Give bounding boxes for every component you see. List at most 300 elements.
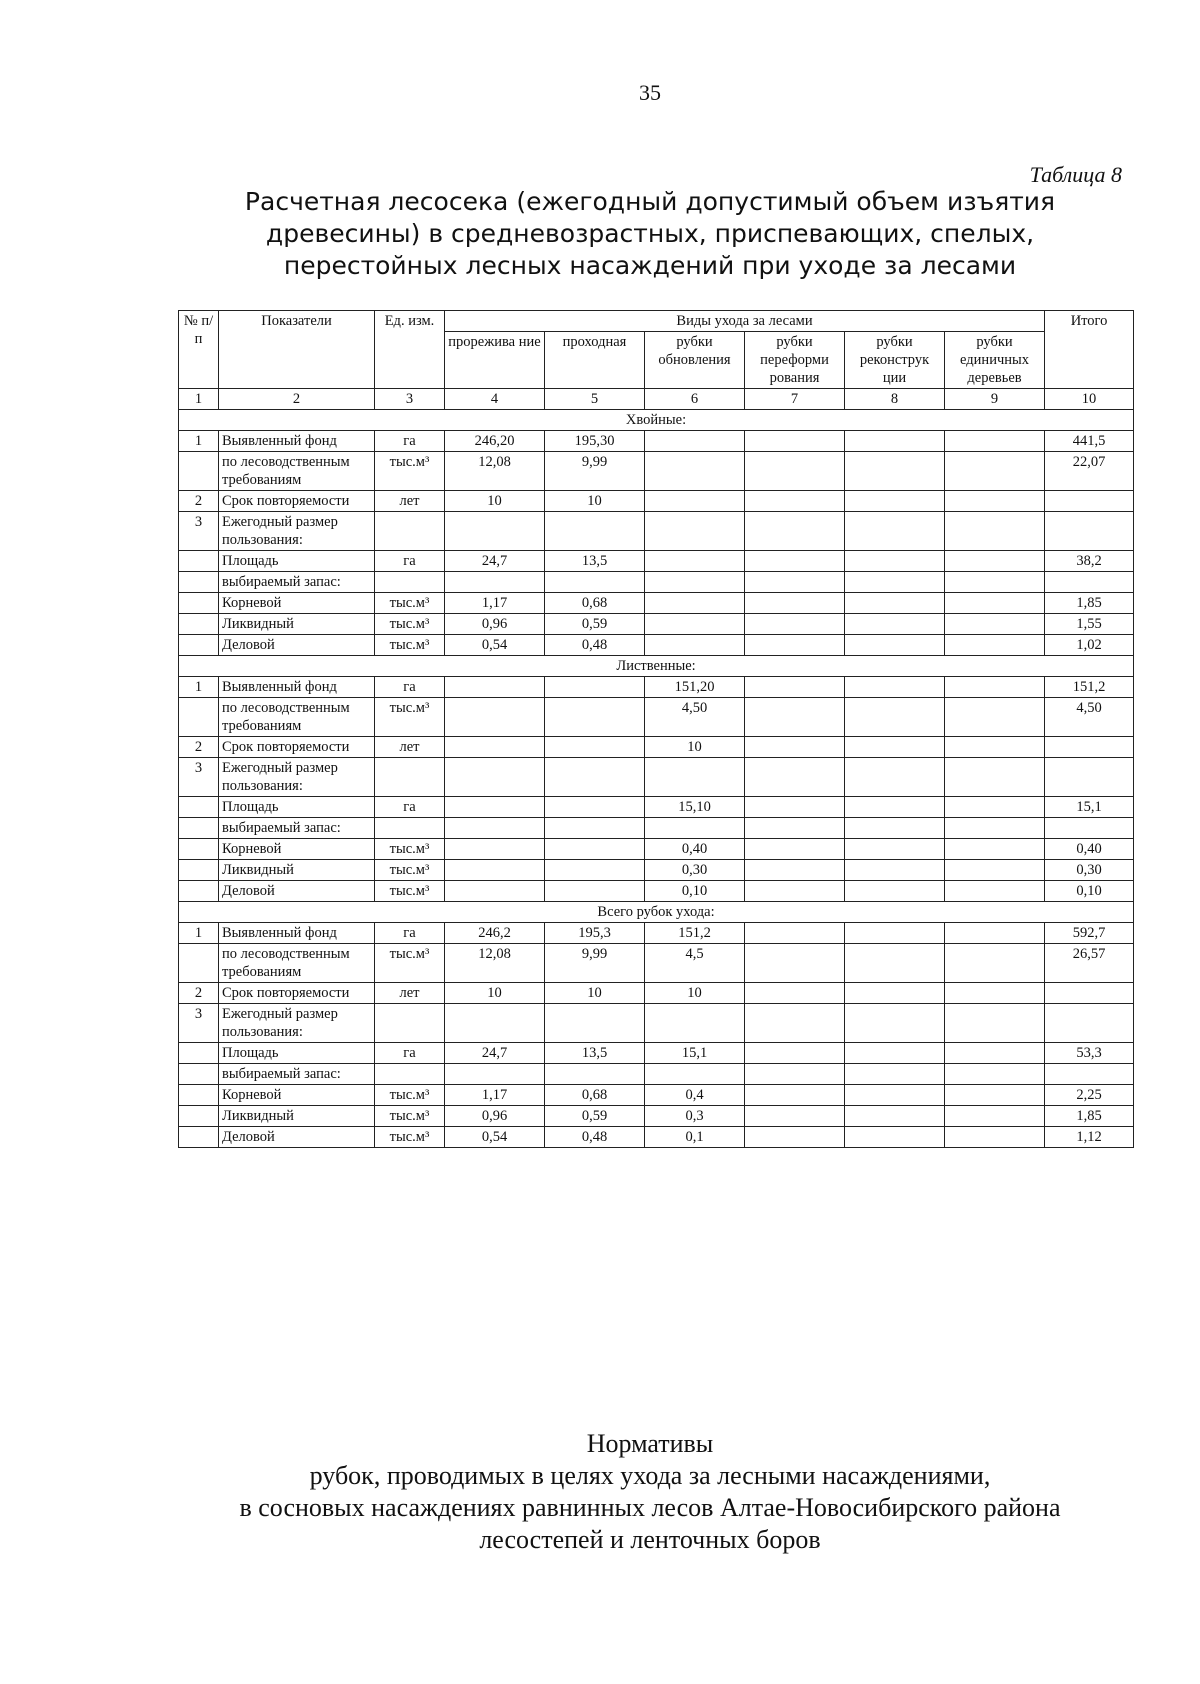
value-cell: 0,4	[645, 1085, 745, 1106]
value-cell: 24,7	[445, 551, 545, 572]
main-title-line: древесины) в средневозрастных, приспевающих, спелых,	[265, 219, 1035, 248]
value-cell	[545, 860, 645, 881]
row-label: Корневой	[219, 593, 375, 614]
total-cell: 0,40	[1045, 839, 1134, 860]
total-cell: 26,57	[1045, 944, 1134, 983]
row-unit: тыс.м³	[375, 614, 445, 635]
total-cell	[1045, 737, 1134, 758]
value-cell: 195,3	[545, 923, 645, 944]
total-cell: 0,10	[1045, 881, 1134, 902]
value-cell	[745, 758, 845, 797]
row-number	[179, 839, 219, 860]
column-number: 2	[219, 389, 375, 410]
value-cell	[645, 512, 745, 551]
value-cell	[945, 839, 1045, 860]
row-unit: тыс.м³	[375, 881, 445, 902]
column-number: 6	[645, 389, 745, 410]
value-cell	[445, 860, 545, 881]
value-cell: 0,10	[645, 881, 745, 902]
value-cell	[945, 881, 1045, 902]
row-number	[179, 881, 219, 902]
row-label: Корневой	[219, 1085, 375, 1106]
value-cell	[545, 677, 645, 698]
total-cell	[1045, 512, 1134, 551]
value-cell	[545, 698, 645, 737]
table-row	[179, 839, 1134, 860]
value-cell	[745, 491, 845, 512]
table-row	[179, 818, 1134, 839]
table-row	[179, 983, 1134, 1004]
value-cell	[745, 983, 845, 1004]
value-cell	[445, 677, 545, 698]
value-cell: 151,20	[645, 677, 745, 698]
value-cell	[845, 839, 945, 860]
row-number: 3	[179, 758, 219, 797]
row-number: 2	[179, 983, 219, 1004]
value-cell	[945, 635, 1045, 656]
value-cell	[745, 614, 845, 635]
table-row	[179, 1127, 1134, 1148]
table-row	[179, 512, 1134, 551]
total-cell: 22,07	[1045, 452, 1134, 491]
row-unit: тыс.м³	[375, 635, 445, 656]
row-unit: га	[375, 1043, 445, 1064]
row-unit	[375, 1064, 445, 1085]
second-title-line: Нормативы	[586, 1429, 714, 1458]
value-cell	[645, 635, 745, 656]
row-number: 2	[179, 737, 219, 758]
row-unit: га	[375, 431, 445, 452]
value-cell	[845, 614, 945, 635]
row-label: Деловой	[219, 881, 375, 902]
table-row	[179, 431, 1134, 452]
value-cell: 0,96	[445, 614, 545, 635]
value-cell	[645, 614, 745, 635]
value-cell: 1,17	[445, 593, 545, 614]
value-cell: 15,1	[645, 1043, 745, 1064]
row-label: выбираемый запас:	[219, 1064, 375, 1085]
value-cell	[445, 737, 545, 758]
total-cell: 15,1	[1045, 797, 1134, 818]
value-cell	[845, 698, 945, 737]
value-cell: 10	[445, 983, 545, 1004]
value-cell	[445, 839, 545, 860]
row-label: выбираемый запас:	[219, 818, 375, 839]
value-cell	[545, 1004, 645, 1043]
row-unit: тыс.м³	[375, 452, 445, 491]
main-title-line: Расчетная лесосека (ежегодный допустимый объем изъятия	[244, 187, 1056, 216]
table-row	[179, 572, 1134, 593]
value-cell	[745, 551, 845, 572]
value-cell	[845, 1106, 945, 1127]
value-cell	[545, 758, 645, 797]
value-cell: 0,54	[445, 635, 545, 656]
value-cell	[945, 1085, 1045, 1106]
total-cell: 1,55	[1045, 614, 1134, 635]
header-type: рубки обновления	[645, 332, 745, 389]
value-cell	[545, 737, 645, 758]
value-cell	[445, 758, 545, 797]
main-title-line: перестойных лесных насаждений при уходе за лесами	[283, 251, 1017, 280]
value-cell	[945, 1106, 1045, 1127]
value-cell	[645, 431, 745, 452]
header-num: № п/п	[179, 311, 219, 389]
row-unit: лет	[375, 737, 445, 758]
row-number	[179, 1127, 219, 1148]
value-cell: 0,59	[545, 614, 645, 635]
column-number: 8	[845, 389, 945, 410]
value-cell	[845, 983, 945, 1004]
table-row	[179, 698, 1134, 737]
total-cell	[1045, 818, 1134, 839]
value-cell	[745, 452, 845, 491]
row-number	[179, 698, 219, 737]
value-cell: 1,17	[445, 1085, 545, 1106]
total-cell	[1045, 758, 1134, 797]
table-row	[179, 1106, 1134, 1127]
total-cell: 592,7	[1045, 923, 1134, 944]
row-unit: тыс.м³	[375, 944, 445, 983]
value-cell	[445, 512, 545, 551]
row-label: Выявленный фонд	[219, 431, 375, 452]
value-cell	[445, 797, 545, 818]
row-label: по лесоводственным требованиям	[219, 944, 375, 983]
value-cell	[945, 923, 1045, 944]
value-cell	[745, 1085, 845, 1106]
second-title-line: лесостепей и ленточных боров	[479, 1525, 821, 1554]
value-cell	[945, 614, 1045, 635]
row-label: Деловой	[219, 635, 375, 656]
value-cell	[745, 944, 845, 983]
value-cell	[545, 572, 645, 593]
value-cell	[945, 1127, 1045, 1148]
row-label: по лесоводственным требованиям	[219, 698, 375, 737]
main-title	[160, 186, 1140, 282]
value-cell	[945, 758, 1045, 797]
value-cell: 246,2	[445, 923, 545, 944]
row-label: Срок повторяемости	[219, 983, 375, 1004]
row-label: Ежегодный размер пользования:	[219, 512, 375, 551]
column-number-row	[179, 389, 1134, 410]
page-number: 35	[639, 80, 661, 105]
value-cell	[945, 491, 1045, 512]
section-title: Лиственные:	[179, 656, 1134, 677]
row-number: 3	[179, 512, 219, 551]
value-cell	[845, 818, 945, 839]
row-unit: га	[375, 797, 445, 818]
table-row	[179, 944, 1134, 983]
table-row	[179, 1085, 1134, 1106]
value-cell	[945, 593, 1045, 614]
column-number: 4	[445, 389, 545, 410]
value-cell	[445, 1064, 545, 1085]
value-cell: 0,3	[645, 1106, 745, 1127]
value-cell	[745, 698, 845, 737]
value-cell	[845, 491, 945, 512]
value-cell	[945, 983, 1045, 1004]
value-cell	[845, 944, 945, 983]
row-number	[179, 1106, 219, 1127]
row-label: по лесоводственным требованиям	[219, 452, 375, 491]
row-number: 3	[179, 1004, 219, 1043]
value-cell	[945, 572, 1045, 593]
value-cell	[745, 677, 845, 698]
value-cell	[445, 818, 545, 839]
column-number: 1	[179, 389, 219, 410]
value-cell	[945, 512, 1045, 551]
row-number	[179, 818, 219, 839]
row-unit	[375, 512, 445, 551]
table-row	[179, 614, 1134, 635]
row-number: 1	[179, 431, 219, 452]
value-cell	[745, 860, 845, 881]
value-cell	[545, 1064, 645, 1085]
row-unit: га	[375, 551, 445, 572]
row-number	[179, 572, 219, 593]
value-cell	[445, 698, 545, 737]
header-care-types: Виды ухода за лесами	[445, 311, 1045, 332]
section-title: Всего рубок ухода:	[179, 902, 1134, 923]
total-cell	[1045, 491, 1134, 512]
table-row	[179, 1043, 1134, 1064]
value-cell	[745, 572, 845, 593]
value-cell	[845, 1064, 945, 1085]
header-unit: Ед. изм.	[375, 311, 445, 389]
row-unit: тыс.м³	[375, 698, 445, 737]
section-row	[179, 410, 1134, 431]
value-cell	[745, 1043, 845, 1064]
value-cell	[445, 1004, 545, 1043]
value-cell	[545, 818, 645, 839]
value-cell	[945, 944, 1045, 983]
total-cell	[1045, 1064, 1134, 1085]
value-cell: 0,68	[545, 1085, 645, 1106]
row-number	[179, 1085, 219, 1106]
second-title-line: рубок, проводимых в целях ухода за лесными насаждениями,	[309, 1461, 991, 1490]
table-row	[179, 797, 1134, 818]
value-cell: 10	[645, 737, 745, 758]
total-cell	[1045, 1004, 1134, 1043]
value-cell	[845, 797, 945, 818]
value-cell	[645, 551, 745, 572]
value-cell	[845, 923, 945, 944]
value-cell: 9,99	[545, 944, 645, 983]
value-cell: 0,96	[445, 1106, 545, 1127]
value-cell	[745, 839, 845, 860]
total-cell: 38,2	[1045, 551, 1134, 572]
row-number	[179, 452, 219, 491]
value-cell	[645, 1064, 745, 1085]
value-cell	[645, 593, 745, 614]
column-number: 7	[745, 389, 845, 410]
row-unit: тыс.м³	[375, 1127, 445, 1148]
value-cell: 10	[545, 491, 645, 512]
value-cell	[845, 758, 945, 797]
row-unit: тыс.м³	[375, 1106, 445, 1127]
value-cell: 9,99	[545, 452, 645, 491]
row-unit: лет	[375, 491, 445, 512]
row-number	[179, 635, 219, 656]
column-number: 3	[375, 389, 445, 410]
total-cell: 53,3	[1045, 1043, 1134, 1064]
row-label: Выявленный фонд	[219, 923, 375, 944]
total-cell	[1045, 983, 1134, 1004]
value-cell	[945, 818, 1045, 839]
value-cell	[845, 1127, 945, 1148]
total-cell	[1045, 572, 1134, 593]
table-body	[179, 410, 1134, 1148]
section-row	[179, 902, 1134, 923]
forest-cutting-table	[178, 310, 1134, 1148]
row-label: выбираемый запас:	[219, 572, 375, 593]
value-cell	[845, 737, 945, 758]
row-number	[179, 1064, 219, 1085]
value-cell	[545, 797, 645, 818]
value-cell: 10	[445, 491, 545, 512]
total-cell: 1,85	[1045, 593, 1134, 614]
value-cell: 10	[545, 983, 645, 1004]
table-row	[179, 1064, 1134, 1085]
row-number: 2	[179, 491, 219, 512]
value-cell	[945, 797, 1045, 818]
row-label: Ежегодный размер пользования:	[219, 758, 375, 797]
value-cell: 12,08	[445, 944, 545, 983]
value-cell	[845, 572, 945, 593]
table-row	[179, 491, 1134, 512]
column-number: 9	[945, 389, 1045, 410]
row-label: Деловой	[219, 1127, 375, 1148]
header-type: рубки единичных деревьев	[945, 332, 1045, 389]
row-number	[179, 860, 219, 881]
section-row	[179, 656, 1134, 677]
value-cell: 0,30	[645, 860, 745, 881]
row-label: Площадь	[219, 1043, 375, 1064]
row-number	[179, 1043, 219, 1064]
row-unit: лет	[375, 983, 445, 1004]
value-cell	[645, 818, 745, 839]
total-cell: 4,50	[1045, 698, 1134, 737]
value-cell	[845, 1004, 945, 1043]
value-cell	[445, 881, 545, 902]
value-cell	[645, 491, 745, 512]
second-title-line: в сосновых насаждениях равнинных лесов Алтае-Новосибирского района	[239, 1493, 1061, 1522]
value-cell	[745, 797, 845, 818]
total-cell: 1,12	[1045, 1127, 1134, 1148]
value-cell: 4,50	[645, 698, 745, 737]
value-cell	[845, 677, 945, 698]
value-cell: 4,5	[645, 944, 745, 983]
value-cell	[945, 1004, 1045, 1043]
value-cell: 24,7	[445, 1043, 545, 1064]
row-label: Срок повторяемости	[219, 737, 375, 758]
row-number	[179, 944, 219, 983]
total-cell: 441,5	[1045, 431, 1134, 452]
value-cell	[745, 1127, 845, 1148]
value-cell	[845, 431, 945, 452]
table-row	[179, 635, 1134, 656]
second-title	[130, 1428, 1170, 1556]
row-unit: тыс.м³	[375, 839, 445, 860]
column-number: 10	[1045, 389, 1134, 410]
value-cell	[945, 1043, 1045, 1064]
row-unit	[375, 572, 445, 593]
row-number	[179, 551, 219, 572]
table-row	[179, 860, 1134, 881]
value-cell: 0,54	[445, 1127, 545, 1148]
row-unit	[375, 1004, 445, 1043]
value-cell: 12,08	[445, 452, 545, 491]
value-cell	[945, 860, 1045, 881]
section-title: Хвойные:	[179, 410, 1134, 431]
value-cell: 15,10	[645, 797, 745, 818]
row-label: Корневой	[219, 839, 375, 860]
table-row	[179, 551, 1134, 572]
value-cell	[745, 818, 845, 839]
value-cell	[945, 551, 1045, 572]
value-cell	[745, 737, 845, 758]
table-row	[179, 737, 1134, 758]
table-row	[179, 1004, 1134, 1043]
table-row	[179, 677, 1134, 698]
header-total: Итого	[1045, 311, 1134, 389]
row-label: Площадь	[219, 551, 375, 572]
value-cell	[845, 881, 945, 902]
value-cell	[745, 593, 845, 614]
value-cell	[445, 572, 545, 593]
table-row	[179, 881, 1134, 902]
row-unit: га	[375, 677, 445, 698]
table-row	[179, 593, 1134, 614]
value-cell: 246,20	[445, 431, 545, 452]
value-cell	[745, 923, 845, 944]
value-cell	[845, 452, 945, 491]
total-cell: 151,2	[1045, 677, 1134, 698]
value-cell	[845, 593, 945, 614]
value-cell: 0,59	[545, 1106, 645, 1127]
header-type: рубки реконструк ции	[845, 332, 945, 389]
value-cell	[945, 431, 1045, 452]
value-cell: 0,1	[645, 1127, 745, 1148]
row-number	[179, 593, 219, 614]
value-cell	[645, 758, 745, 797]
value-cell	[545, 512, 645, 551]
row-number	[179, 797, 219, 818]
row-label: Площадь	[219, 797, 375, 818]
value-cell	[645, 452, 745, 491]
table-row	[179, 758, 1134, 797]
table-row	[179, 452, 1134, 491]
table-row	[179, 923, 1134, 944]
value-cell	[845, 1043, 945, 1064]
row-label: Выявленный фонд	[219, 677, 375, 698]
value-cell: 13,5	[545, 1043, 645, 1064]
value-cell	[545, 839, 645, 860]
row-unit: тыс.м³	[375, 593, 445, 614]
value-cell	[945, 737, 1045, 758]
header-indicator: Показатели	[219, 311, 375, 389]
value-cell	[645, 1004, 745, 1043]
header-type: проходная	[545, 332, 645, 389]
row-unit: тыс.м³	[375, 1085, 445, 1106]
value-cell	[845, 860, 945, 881]
value-cell: 151,2	[645, 923, 745, 944]
row-number	[179, 614, 219, 635]
total-cell: 1,02	[1045, 635, 1134, 656]
row-label: Ликвидный	[219, 614, 375, 635]
value-cell: 0,48	[545, 1127, 645, 1148]
value-cell	[845, 551, 945, 572]
row-unit: тыс.м³	[375, 860, 445, 881]
